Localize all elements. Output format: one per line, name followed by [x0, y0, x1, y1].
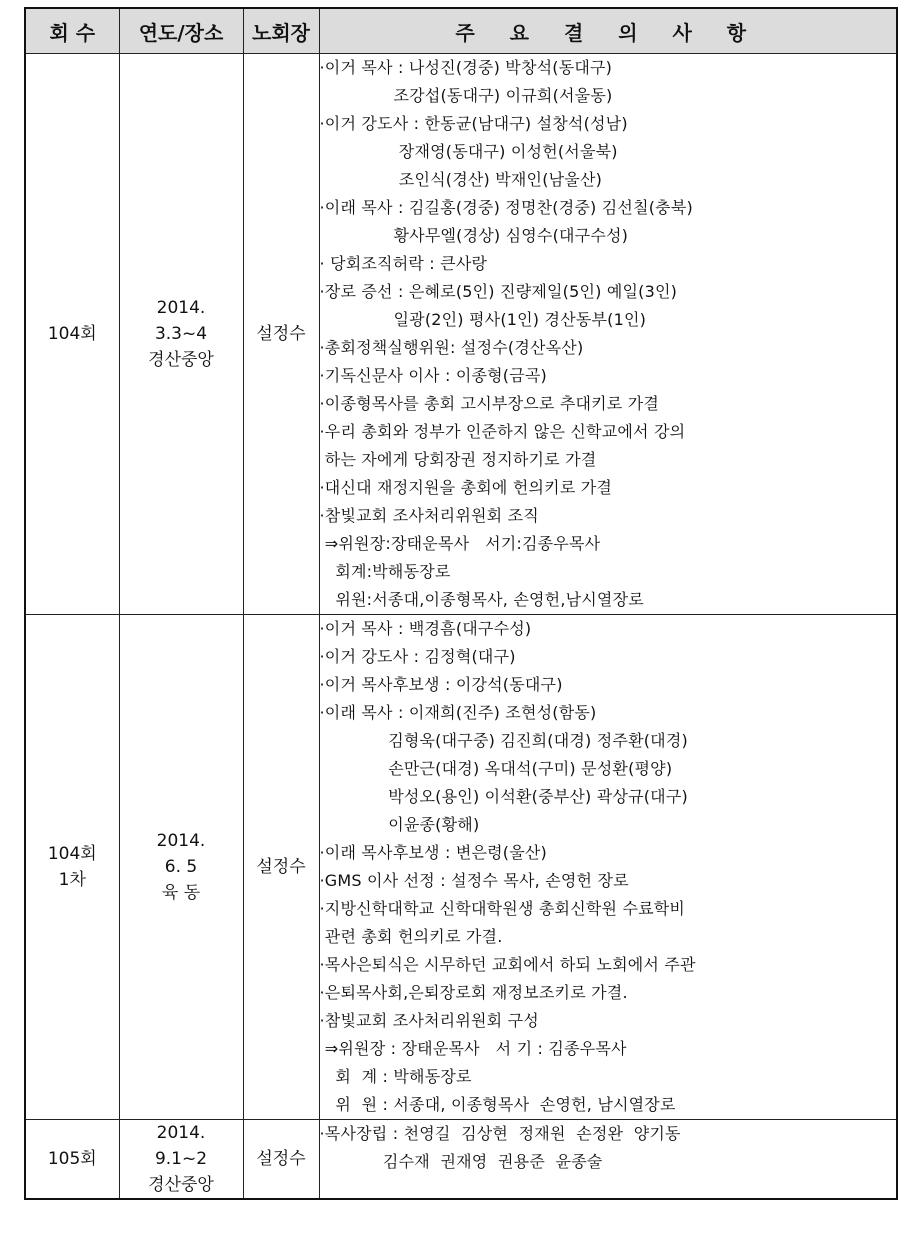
resolution-line: ·목사장립 : 천영길 김상현 정재원 손정완 양기동	[319, 1124, 681, 1143]
resolutions-cell	[319, 1120, 897, 1200]
resolution-line: ·이래 목사 : 이재희(진주) 조현성(함동)	[319, 703, 597, 722]
resolution-line: ·GMS 이사 선정 : 설정수 목사, 손영헌 장로	[319, 871, 629, 890]
resolution-line: 하는 자에게 당회장권 정지하기로 가결	[319, 450, 597, 469]
table-row	[25, 1120, 897, 1200]
session-cell	[25, 615, 119, 1120]
header-moderator: 노회장	[243, 8, 319, 54]
date-place-cell	[119, 1120, 243, 1200]
resolution-line: ·이거 목사 : 백경흠(대구수성)	[319, 619, 532, 638]
resolution-line: 관련 총회 헌의키로 가결.	[319, 927, 503, 946]
resolution-line: ⇒위원장 : 장태운목사 서 기 : 김종우목사	[319, 1039, 627, 1058]
resolution-line: 위 원 : 서종대, 이종형목사 손영헌, 남시열장로	[319, 1095, 676, 1114]
header-session: 회 수	[25, 8, 119, 54]
date-place-cell	[119, 615, 243, 1120]
date-place-text: 2014.	[156, 298, 206, 318]
resolution-line: ·이래 목사 : 김길홍(경중) 정명찬(경중) 김선칠(충북)	[319, 198, 693, 217]
date-place-text: 경산중앙	[148, 350, 214, 370]
session-text: 104회	[47, 844, 97, 864]
resolution-line: 조강섭(동대구) 이규희(서울동)	[319, 86, 613, 105]
date-place-text: 9.1~2	[154, 1149, 208, 1169]
resolution-line: ·이래 목사후보생 : 변은령(울산)	[319, 843, 547, 862]
resolution-line: ·이거 목사후보생 : 이강석(동대구)	[319, 675, 563, 694]
minutes-table	[24, 7, 898, 1200]
moderator-cell	[243, 1120, 319, 1200]
resolution-line: ·대신대 재정지원을 총회에 헌의키로 가결	[319, 478, 613, 497]
resolution-line: 위원:서종대,이종형목사, 손영헌,남시열장로	[319, 590, 644, 609]
resolution-line: 조인식(경산) 박재인(남울산)	[319, 170, 603, 189]
resolution-line: ·지방신학대학교 신학대학원생 총회신학원 수료학비	[319, 899, 686, 918]
date-place-text: 육 동	[161, 883, 201, 903]
moderator-cell	[243, 615, 319, 1120]
resolutions-cell	[319, 615, 897, 1120]
table-row	[25, 54, 897, 615]
resolution-line: ·목사은퇴식은 시무하던 교회에서 하되 노회에서 주관	[319, 955, 696, 974]
date-place-text: 3.3~4	[154, 324, 208, 344]
session-cell	[25, 1120, 119, 1200]
resolution-line: 일광(2인) 평사(1인) 경산동부(1인)	[319, 310, 647, 329]
resolution-line: · 당회조직허락 : 큰사랑	[319, 254, 488, 273]
resolution-line: 손만근(대경) 옥대석(구미) 문성환(평양)	[319, 759, 673, 778]
session-text: 1차	[58, 870, 86, 890]
resolution-line: 회계:박해동장로	[319, 562, 451, 581]
resolution-line: 김수재 권재영 권용준 윤종술	[319, 1152, 603, 1171]
resolution-line: ·이거 목사 : 나성진(경중) 박창석(동대구)	[319, 58, 613, 77]
resolution-line: 장재영(동대구) 이성헌(서울북)	[319, 142, 618, 161]
date-place-text: 6. 5	[164, 857, 198, 877]
resolution-line: 황사무엘(경상) 심영수(대구수성)	[319, 226, 629, 245]
resolution-line: ·우리 총회와 정부가 인준하지 않은 신학교에서 강의	[319, 422, 686, 441]
header-date-place: 연도/장소	[119, 8, 243, 54]
header-main-resolutions: 주 요 결 의 사 항	[319, 8, 897, 54]
session-text: 105회	[47, 1149, 97, 1169]
table-header	[25, 8, 897, 54]
date-place-text: 2014.	[156, 831, 206, 851]
resolution-line: 김형욱(대구중) 김진희(대경) 정주환(대경)	[319, 731, 688, 750]
resolution-line: 회 계 : 박해동장로	[319, 1067, 472, 1086]
resolution-line: 이윤종(황해)	[319, 815, 480, 834]
resolution-line: ·이거 강도사 : 김정혁(대구)	[319, 647, 516, 666]
resolution-line: ·이종형목사를 총회 고시부장으로 추대키로 가결	[319, 394, 660, 413]
table-body	[25, 54, 897, 1200]
resolution-line: ·참빛교회 조사처리위원회 구성	[319, 1011, 539, 1030]
session-cell	[25, 54, 119, 615]
date-place-text: 경산중앙	[148, 1175, 214, 1195]
resolution-line: ·이거 강도사 : 한동균(남대구) 설창석(성남)	[319, 114, 628, 133]
resolution-line: ·총회정책실행위원: 설정수(경산옥산)	[319, 338, 584, 357]
resolution-line: ·장로 증선 : 은혜로(5인) 진량제일(5인) 예일(3인)	[319, 282, 678, 301]
moderator-name: 설정수	[256, 857, 306, 877]
resolution-line: ⇒위원장:장태운목사 서기:김종우목사	[319, 534, 601, 553]
resolution-line: ·은퇴목사회,은퇴장로회 재정보조키로 가결.	[319, 983, 628, 1002]
table-row	[25, 615, 897, 1120]
session-text: 104회	[47, 324, 97, 344]
resolutions-cell	[319, 54, 897, 615]
date-place-cell	[119, 54, 243, 615]
date-place-text: 2014.	[156, 1123, 206, 1143]
moderator-cell	[243, 54, 319, 615]
moderator-name: 설정수	[256, 1149, 306, 1169]
resolution-line: ·기독신문사 이사 : 이종형(금곡)	[319, 366, 547, 385]
moderator-name: 설정수	[256, 324, 306, 344]
resolution-line: ·참빛교회 조사처리위원회 조직	[319, 506, 539, 525]
resolution-line: 박성오(용인) 이석환(중부산) 곽상규(대구)	[319, 787, 688, 806]
